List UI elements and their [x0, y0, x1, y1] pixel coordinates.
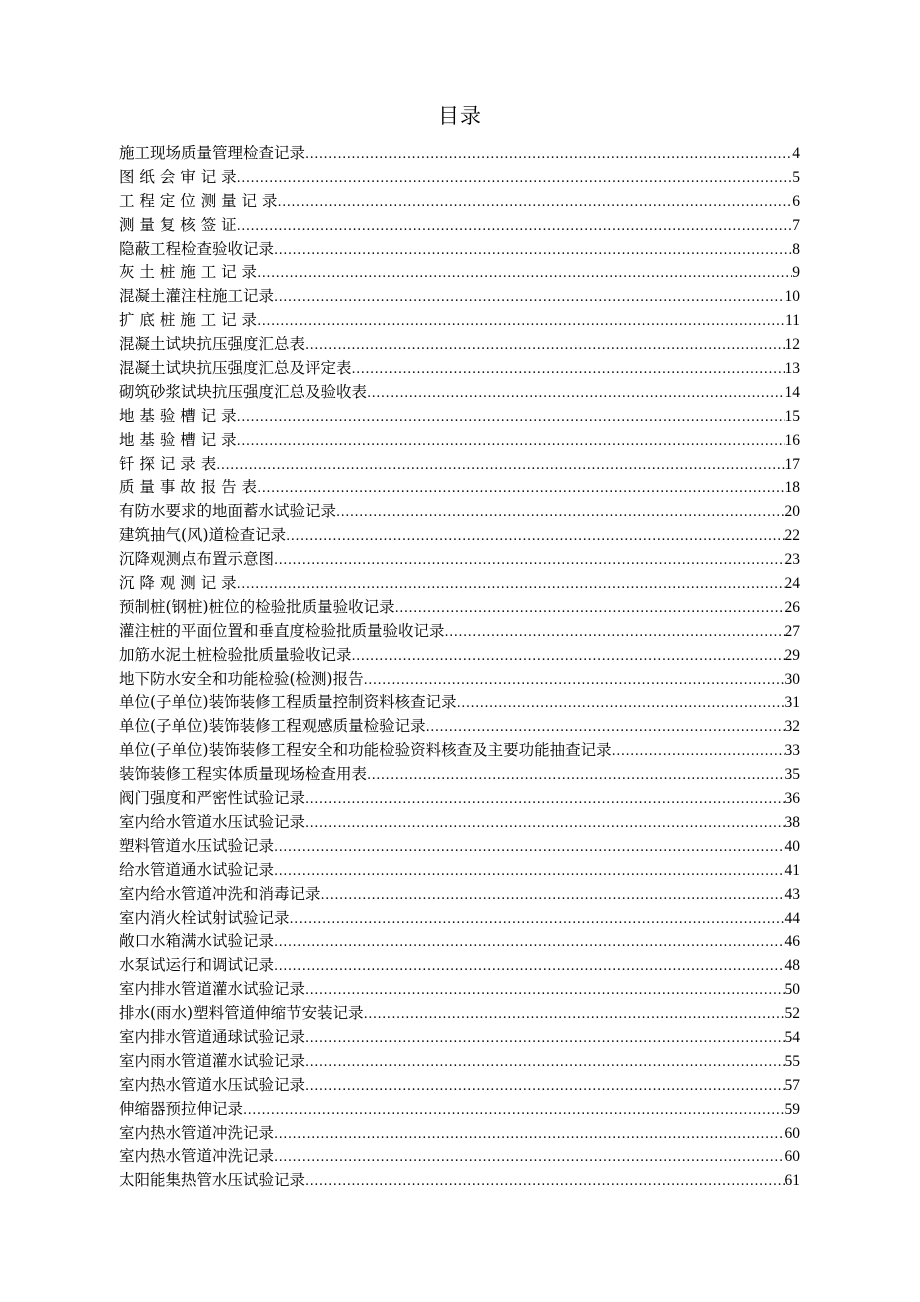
toc-entry-page-number: 31 — [784, 694, 800, 712]
toc-entry-page-number: 8 — [792, 240, 800, 258]
toc-leader-dots — [274, 931, 784, 954]
toc-leader-dots — [352, 645, 785, 668]
toc-entry-title: 单位(子单位)装饰装修工程质量控制资料核查记录 — [119, 693, 457, 712]
toc-entry-title: 太阳能集热管水压试验记录 — [119, 1171, 306, 1190]
toc-entry-title: 灰 土 桩 施 工 记 录 — [119, 263, 258, 282]
toc-entry-title: 伸缩器预拉伸记录 — [119, 1099, 244, 1118]
toc-leader-dots — [286, 525, 784, 548]
toc-entry-title: 加筋水泥土桩检验批质量验收记录 — [119, 645, 352, 664]
toc-entry-title: 沉 降 观 测 记 录 — [119, 574, 237, 593]
toc-entry[interactable] — [119, 811, 800, 835]
toc-entry-page-number: 6 — [792, 192, 800, 210]
toc-entry-title: 单位(子单位)装饰装修工程安全和功能检验资料核查及主要功能抽查记录 — [119, 741, 612, 760]
toc-entry-page-number: 61 — [784, 1172, 800, 1190]
toc-entry-page-number: 55 — [784, 1052, 800, 1070]
toc-entry-page-number: 52 — [784, 1005, 800, 1023]
toc-entry-page-number: 29 — [784, 646, 800, 664]
toc-leader-dots — [612, 740, 785, 763]
toc-entry-page-number: 16 — [784, 431, 800, 449]
toc-entry-page-number: 5 — [792, 168, 800, 186]
toc-entry-page-number: 54 — [784, 1028, 800, 1046]
toc-entry[interactable] — [119, 596, 800, 620]
toc-entry-title: 混凝土试块抗压强度汇总表 — [119, 335, 306, 354]
toc-entry[interactable] — [119, 238, 800, 262]
toc-entry[interactable] — [119, 453, 800, 477]
toc-leader-dots — [274, 955, 784, 978]
toc-leader-dots — [274, 239, 792, 262]
toc-entry[interactable] — [119, 572, 800, 596]
toc-entry-title: 装饰装修工程实体质量现场检查用表 — [119, 765, 368, 784]
toc-entry[interactable] — [119, 381, 800, 405]
toc-entry[interactable] — [119, 883, 800, 907]
toc-entry-title: 室内排水管道灌水试验记录 — [119, 980, 306, 999]
toc-entry-title: 室内热水管道冲洗记录 — [119, 1123, 275, 1142]
toc-entry[interactable] — [119, 214, 800, 238]
toc-leader-dots — [305, 812, 784, 835]
toc-entry-title: 室内排水管道通球试验记录 — [119, 1027, 306, 1046]
toc-leader-dots — [321, 884, 785, 907]
toc-entry[interactable] — [119, 1169, 800, 1193]
toc-entry-page-number: 24 — [784, 575, 800, 593]
toc-entry-title: 隐蔽工程检查验收记录 — [119, 239, 275, 258]
toc-entry[interactable] — [119, 978, 800, 1002]
toc-entry-page-number: 22 — [784, 527, 800, 545]
toc-entry-title: 地 基 验 槽 记 录 — [119, 406, 237, 425]
toc-leader-dots — [457, 692, 785, 715]
toc-entry-title: 混凝土灌注柱施工记录 — [119, 287, 275, 306]
toc-entry-page-number: 10 — [784, 288, 800, 306]
toc-entry[interactable] — [119, 1122, 800, 1146]
toc-entry-page-number: 38 — [784, 813, 800, 831]
toc-entry-page-number: 57 — [784, 1076, 800, 1094]
toc-leader-dots — [237, 430, 785, 453]
toc-entry[interactable] — [119, 190, 800, 214]
toc-entry[interactable] — [119, 787, 800, 811]
toc-entry-title: 图 纸 会 审 记 录 — [119, 167, 237, 186]
toc-entry[interactable] — [119, 500, 800, 524]
toc-entry-title: 地 基 验 槽 记 录 — [119, 430, 237, 449]
toc-entry-page-number: 60 — [784, 1124, 800, 1142]
toc-entry-title: 质 量 事 故 报 告 表 — [119, 478, 258, 497]
toc-leader-dots — [445, 621, 785, 644]
toc-leader-dots — [274, 860, 784, 883]
toc-entry-title: 预制桩(钢桩)桩位的检验批质量验收记录 — [119, 597, 395, 616]
toc-entry-page-number: 46 — [784, 933, 800, 951]
toc-entry-page-number: 36 — [784, 790, 800, 808]
toc-leader-dots — [305, 334, 784, 357]
toc-leader-dots — [274, 286, 784, 309]
toc-entry[interactable] — [119, 405, 800, 429]
toc-entry-title: 单位(子单位)装饰装修工程观感质量检验记录 — [119, 717, 426, 736]
toc-entry[interactable] — [119, 930, 800, 954]
toc-entry[interactable] — [119, 1145, 800, 1169]
toc-entry-title: 室内给水管道水压试验记录 — [119, 812, 306, 831]
toc-entry[interactable] — [119, 357, 800, 381]
toc-entry-title: 灌注桩的平面位置和垂直度检验批质量验收记录 — [119, 621, 445, 640]
toc-entry-title: 塑料管道水压试验记录 — [119, 836, 275, 855]
toc-leader-dots — [367, 764, 784, 787]
toc-entry-title: 阀门强度和严密性试验记录 — [119, 789, 306, 808]
toc-entry[interactable] — [119, 739, 800, 763]
toc-leader-dots — [395, 597, 785, 620]
toc-entry-page-number: 18 — [784, 479, 800, 497]
toc-entry-page-number: 15 — [784, 407, 800, 425]
toc-entry-page-number: 32 — [784, 718, 800, 736]
toc-entry-title: 室内热水管道冲洗记录 — [119, 1147, 275, 1166]
toc-entry-title: 室内热水管道水压试验记录 — [119, 1075, 306, 1094]
toc-entry-page-number: 7 — [792, 216, 800, 234]
toc-entry[interactable] — [119, 620, 800, 644]
toc-entry-title: 给水管道通水试验记录 — [119, 860, 275, 879]
toc-entry[interactable] — [119, 763, 800, 787]
toc-entry-page-number: 12 — [784, 336, 800, 354]
toc-leader-dots — [237, 406, 785, 429]
toc-entry-page-number: 59 — [784, 1100, 800, 1118]
toc-entry-title: 室内雨水管道灌水试验记录 — [119, 1051, 306, 1070]
toc-entry-title: 沉降观测点布置示意图 — [119, 550, 275, 569]
toc-leader-dots — [305, 979, 784, 1002]
toc-entry-page-number: 20 — [784, 503, 800, 521]
toc-entry-title: 扩 底 桩 施 工 记 录 — [119, 311, 258, 330]
toc-entry[interactable] — [119, 261, 800, 285]
toc-entry-title: 施工现场质量管理检查记录 — [119, 144, 306, 162]
toc-entry-title: 测 量 复 核 签 证 — [119, 215, 237, 234]
toc-entry-page-number: 41 — [784, 861, 800, 879]
toc-entry[interactable] — [119, 429, 800, 453]
toc-entry[interactable] — [119, 907, 800, 931]
toc-leader-dots — [257, 310, 785, 333]
toc-entry-page-number: 50 — [784, 981, 800, 999]
toc-entry[interactable] — [119, 309, 800, 333]
toc-leader-dots — [426, 716, 785, 739]
toc-entry[interactable] — [119, 1026, 800, 1050]
toc-entry-title: 室内给水管道冲洗和消毒记录 — [119, 884, 321, 903]
toc-entry-title: 排水(雨水)塑料管道伸缩节安装记录 — [119, 1004, 364, 1023]
toc-leader-dots — [243, 1099, 784, 1122]
toc-entry-page-number: 27 — [784, 622, 800, 640]
toc-leader-dots — [290, 908, 785, 931]
toc-entry-title: 工 程 定 位 测 量 记 录 — [119, 191, 278, 210]
toc-entry-title: 建筑抽气(风)道检查记录 — [119, 526, 287, 545]
toc-entry-page-number: 17 — [784, 455, 800, 473]
toc-leader-dots — [336, 501, 784, 524]
toc-entry-page-number: 44 — [784, 909, 800, 927]
toc-leader-dots — [305, 788, 784, 811]
toc-entry[interactable] — [119, 142, 800, 166]
toc-entry-page-number: 33 — [784, 742, 800, 760]
toc-entry-page-number: 30 — [784, 670, 800, 688]
toc-entry-page-number: 60 — [784, 1148, 800, 1166]
toc-entry-page-number: 35 — [784, 766, 800, 784]
toc-entry[interactable] — [119, 1074, 800, 1098]
toc-entry[interactable] — [119, 548, 800, 572]
toc-entry-title: 钎 探 记 录 表 — [119, 454, 217, 473]
toc-entry[interactable] — [119, 715, 800, 739]
toc-entry[interactable] — [119, 1002, 800, 1026]
toc-leader-dots — [257, 262, 792, 285]
toc-leader-dots — [278, 191, 793, 214]
toc-entry[interactable] — [119, 1098, 800, 1122]
toc-leader-dots — [364, 669, 785, 692]
toc-entry-title: 敞口水箱满水试验记录 — [119, 932, 275, 951]
toc-leader-dots — [305, 1170, 784, 1193]
toc-leader-dots — [274, 549, 784, 572]
toc-leader-dots — [237, 215, 793, 238]
toc-leader-dots — [352, 358, 785, 381]
toc-entry[interactable] — [119, 476, 800, 500]
toc-entry[interactable] — [119, 166, 800, 190]
toc-leader-dots — [274, 836, 784, 859]
toc-entry[interactable] — [119, 1050, 800, 1074]
toc-entry-page-number: 40 — [784, 837, 800, 855]
toc-entry-page-number: 9 — [792, 264, 800, 282]
table-of-contents — [119, 142, 800, 1193]
toc-entry[interactable] — [119, 668, 800, 692]
toc-leader-dots — [257, 477, 784, 500]
toc-entry-title: 室内消火栓试射试验记录 — [119, 908, 290, 927]
toc-leader-dots — [305, 1075, 784, 1098]
toc-entry-page-number: 14 — [784, 383, 800, 401]
toc-entry-title: 有防水要求的地面蓄水试验记录 — [119, 502, 337, 521]
toc-leader-dots — [237, 167, 793, 190]
toc-entry[interactable] — [119, 691, 800, 715]
toc-entry[interactable] — [119, 859, 800, 883]
toc-entry[interactable] — [119, 644, 800, 668]
toc-entry-page-number: 23 — [784, 551, 800, 569]
toc-leader-dots — [305, 1027, 784, 1050]
toc-leader-dots — [274, 1146, 784, 1169]
toc-entry[interactable] — [119, 285, 800, 309]
toc-entry[interactable] — [119, 524, 800, 548]
toc-entry[interactable] — [119, 954, 800, 978]
toc-entry-title: 地下防水安全和功能检验(检测)报告 — [119, 669, 364, 688]
toc-leader-dots — [274, 1123, 784, 1146]
toc-leader-dots — [305, 143, 792, 166]
toc-entry-title: 水泵试运行和调试记录 — [119, 956, 275, 975]
toc-entry-page-number: 11 — [785, 312, 800, 330]
toc-leader-dots — [364, 1003, 785, 1026]
toc-leader-dots — [237, 573, 785, 596]
toc-entry[interactable] — [119, 333, 800, 357]
toc-leader-dots — [367, 382, 784, 405]
toc-entry-title: 混凝土试块抗压强度汇总及评定表 — [119, 359, 352, 378]
toc-entry-title: 砌筑砂浆试块抗压强度汇总及验收表 — [119, 382, 368, 401]
toc-entry-page-number: 13 — [784, 360, 800, 378]
toc-entry-page-number: 43 — [784, 885, 800, 903]
toc-entry[interactable] — [119, 835, 800, 859]
toc-entry-page-number: 48 — [784, 957, 800, 975]
toc-entry-page-number: 26 — [784, 598, 800, 616]
toc-leader-dots — [216, 454, 784, 477]
toc-leader-dots — [305, 1051, 784, 1074]
page-title: 目录 — [438, 104, 482, 128]
toc-entry-page-number: 4 — [792, 145, 800, 162]
